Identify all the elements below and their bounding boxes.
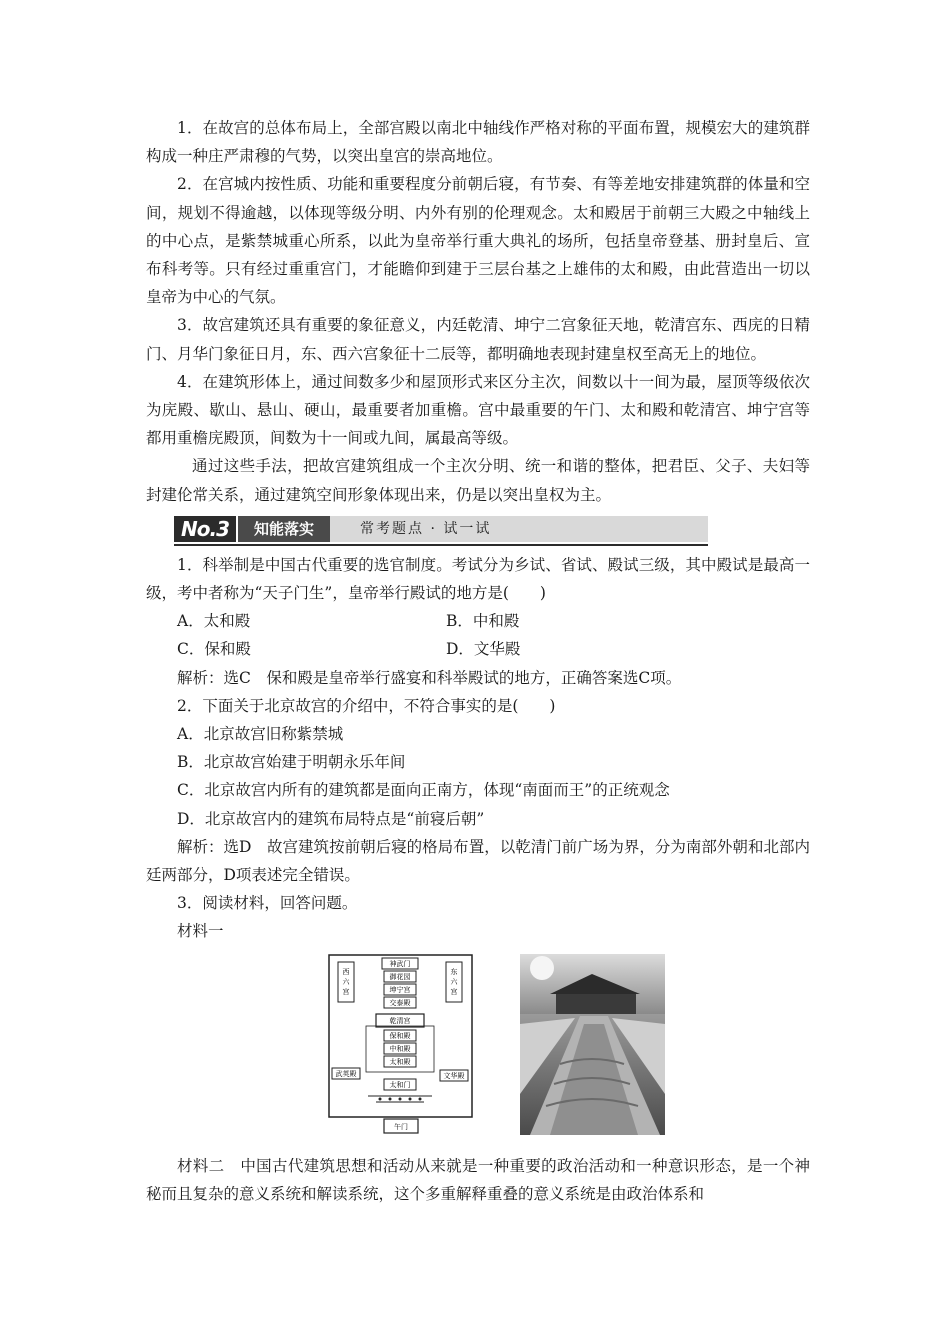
plan-wuying: 武英殿 xyxy=(335,1069,357,1078)
plan-west-3: 宫 xyxy=(342,987,350,996)
banner-underline xyxy=(174,544,708,546)
q2-option-a: A．北京故宫旧称紫禁城 xyxy=(177,725,344,744)
plan-shenwu: 神武门 xyxy=(389,959,411,968)
q3-stem: 3．阅读材料，回答问题。 xyxy=(177,894,358,913)
intro-paragraph-3: 3．故宫建筑还具有重要的象征意义，内廷乾清、坤宁二宫象征天地，乾清宫东、西庑的日精门、月华门象征日月，东、西六宫象征十二辰等，都明确地表现封建皇权至高无上的地位。 xyxy=(146,316,810,363)
q1-option-a: A．太和殿 xyxy=(177,612,251,631)
plan-kunning: 坤宁宫 xyxy=(389,985,411,994)
q2-option-b: B．北京故宫始建于明朝永乐年间 xyxy=(177,753,406,772)
q1-option-b: B．中和殿 xyxy=(446,612,520,631)
banner-number: No.3 xyxy=(174,516,236,542)
q1-option-d: D．文华殿 xyxy=(446,640,521,659)
plan-east-2: 六 xyxy=(450,977,458,986)
plan-yuhua: 御花园 xyxy=(389,972,411,981)
plan-wumen: 午门 xyxy=(394,1122,408,1131)
q2-option-d: D．北京故宫内的建筑布局特点是“前寝后朝” xyxy=(177,809,485,828)
q1-options-row-2 xyxy=(146,635,810,663)
material-1-figures xyxy=(146,950,810,1146)
material-2-text: 材料二 中国古代建筑思想和活动从来就是一种重要的政治活动和一种意识形态，是一个神秘而且复杂的意义系统和解读系统，这个多重解释重叠的意义系统是由政治体系和 xyxy=(146,1156,810,1203)
q1-stem: 1．科举制是中国古代重要的选官制度。考试分为乡试、省试、殿试三级，其中殿试是最高一级，考中者称为“天子门生”，皇帝举行殿试的地方是( ) xyxy=(146,555,810,603)
document-page xyxy=(146,114,810,1208)
plan-taihemen: 太和门 xyxy=(389,1080,411,1089)
intro-paragraph-2: 2．在宫城内按性质、功能和重要程度分前朝后寝，有节奏、有等差地安排建筑群的体量和空间，规划不得逾越，以体现等级分明、内外有别的伦理观念。太和殿居于前朝三大殿之中轴线上的中心点，是紫禁城重心所系，以此为皇帝举行重大典礼的场所，包括皇帝登基、册封皇后、宣布科考等。只有经过重重宫门，才能瞻仰到建于三层台基之上雄伟的太和殿，由此营造出一切以皇帝为中心的气氛。 xyxy=(146,175,810,307)
plan-taihe: 太和殿 xyxy=(389,1057,411,1066)
plan-east-3: 宫 xyxy=(450,987,458,996)
plan-qianqing: 乾清宫 xyxy=(389,1016,411,1025)
forbidden-city-plan xyxy=(328,954,473,1134)
q1-option-c: C．保和殿 xyxy=(177,640,251,659)
q2-option-c: C．北京故宫内所有的建筑都是面向正南方，体现“南面而王”的正统观念 xyxy=(177,781,670,800)
plan-baohe: 保和殿 xyxy=(389,1031,411,1040)
banner-subtitle: 常考题点 · 试一试 xyxy=(330,516,708,542)
plan-wenhua: 文华殿 xyxy=(443,1071,465,1080)
q1-options-row-1 xyxy=(146,607,810,635)
q2-stem: 2．下面关于北京故宫的介绍中，不符合事实的是( ) xyxy=(177,696,556,715)
palace-photo xyxy=(520,954,665,1135)
intro-paragraph-5: 通过这些手法，把故宫建筑组成一个主次分明、统一和谐的整体，把君臣、父子、夫妇等封建伦常关系，通过建筑空间形象体现出来，仍是以突出皇权为主。 xyxy=(146,457,810,504)
plan-jiaotai: 交泰殿 xyxy=(389,998,411,1007)
intro-paragraph-4: 4．在建筑形体上，通过间数多少和屋顶形式来区分主次，间数以十一间为最，屋顶等级依次为庑殿、歇山、悬山、硬山，最重要者加重檐。宫中最重要的午门、太和殿和乾清宫、坤宁宫等都用重檐庑殿顶，间数为十一间或九间，属最高等级。 xyxy=(146,372,810,448)
plan-west-1: 西 xyxy=(342,967,350,976)
q1-analysis: 解析：选C 保和殿是皇帝举行盛宴和科举殿试的地方，正确答案选C项。 xyxy=(177,668,682,687)
plan-west-2: 六 xyxy=(342,977,350,986)
intro-paragraph-1: 1．在故宫的总体布局上，全部宫殿以南北中轴线作严格对称的平面布置，规模宏大的建筑群构成一种庄严肃穆的气势，以突出皇宫的崇高地位。 xyxy=(146,119,810,166)
q2-analysis: 解析：选D 故宫建筑按前朝后寝的格局布置，以乾清门前广场为界，分为南部外朝和北部内廷两部分，D项表述完全错误。 xyxy=(146,837,810,885)
plan-east-1: 东 xyxy=(450,967,458,976)
material-1-label: 材料一 xyxy=(177,922,224,941)
section-banner xyxy=(174,514,708,548)
plan-zhonghe: 中和殿 xyxy=(389,1044,411,1053)
banner-title: 知能落实 xyxy=(238,516,330,542)
